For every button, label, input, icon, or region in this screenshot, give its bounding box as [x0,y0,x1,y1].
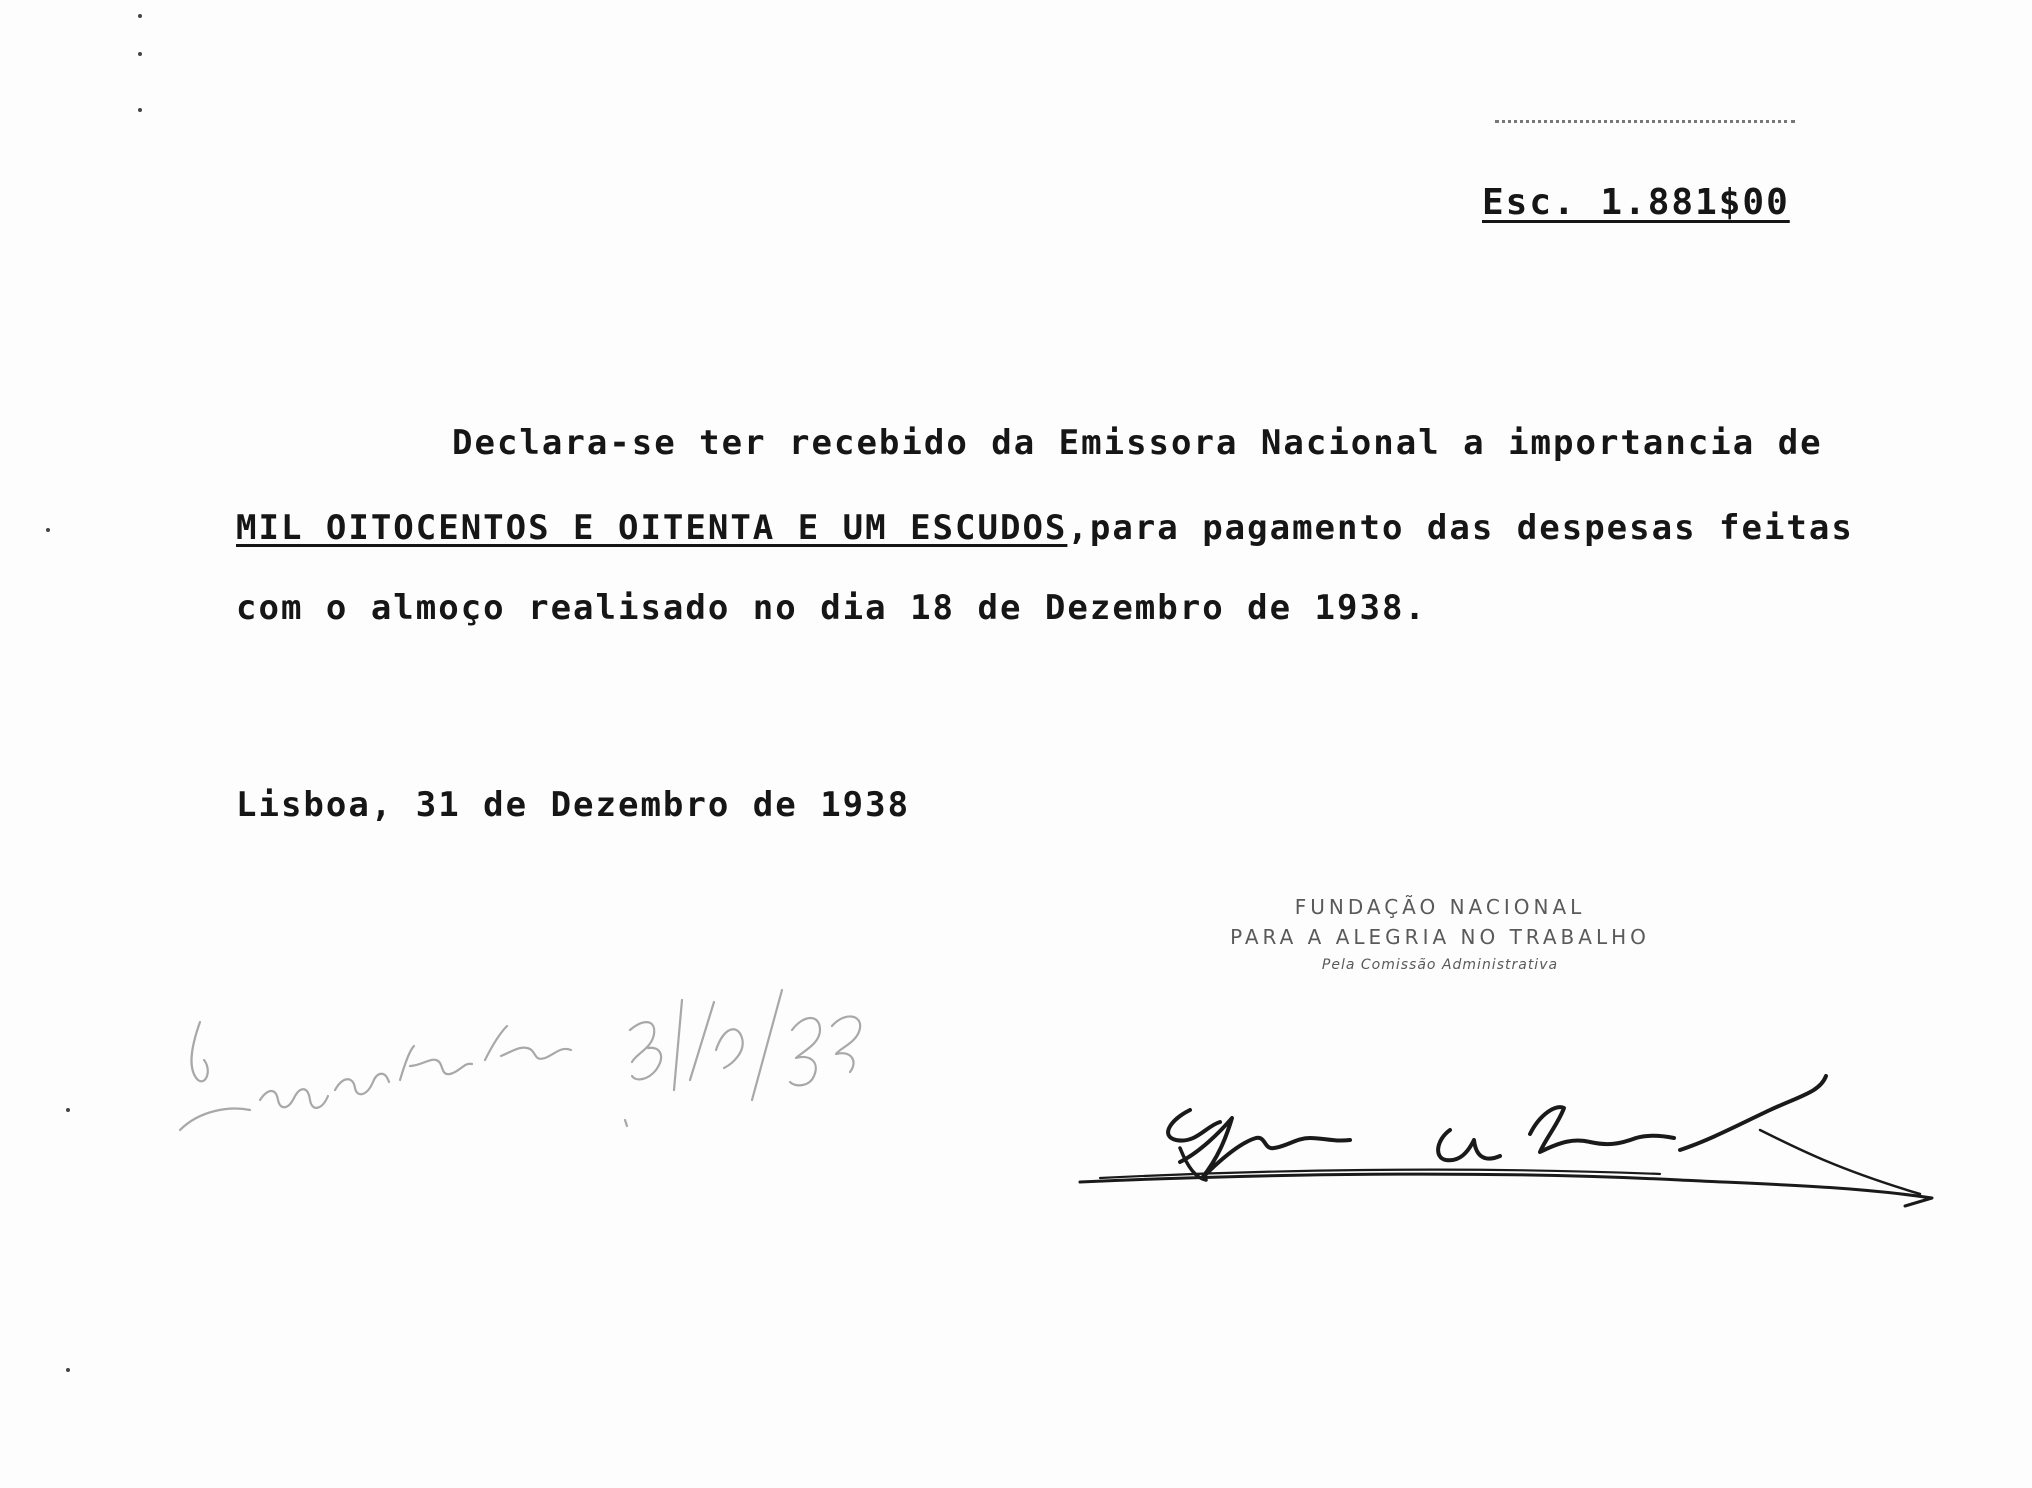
signature-stroke-icon [1080,1076,1932,1206]
margin-dot [66,1108,70,1112]
institution-stamp [1190,895,1690,973]
signature [1060,1070,1950,1230]
margin-dot [138,14,142,18]
margin-dot [66,1368,70,1372]
amount-in-words: MIL OITOCENTOS E OITENTA E UM ESCUDOS [236,508,1068,548]
margin-dot [46,528,50,532]
date-line: Lisboa, 31 de Dezembro de 1938 [236,785,911,825]
body-line-1: Declara-se ter recebido da Emissora Nacional a importancia de [452,423,1823,463]
stamp-line-3: Pela Comissão Administrativa [1321,957,1559,973]
margin-dot [138,52,142,56]
pencil-writing-icon [180,990,860,1130]
body-line-2 [236,508,1854,548]
body-line-3: com o almoço realisado no dia 18 de Dezembro de 1938. [236,588,1427,628]
handwritten-pencil-note [160,930,880,1170]
amount-header: Esc. 1.881$00 [1482,182,1790,223]
body-line-2-rest: ,para pagamento das despesas feitas [1067,508,1854,548]
dotted-rule [1495,120,1795,123]
stamp-line-1: FUNDAÇÃO NACIONAL [1294,895,1586,919]
margin-dot [138,108,142,112]
stamp-line-2: PARA A ALEGRIA NO TRABALHO [1230,925,1650,949]
